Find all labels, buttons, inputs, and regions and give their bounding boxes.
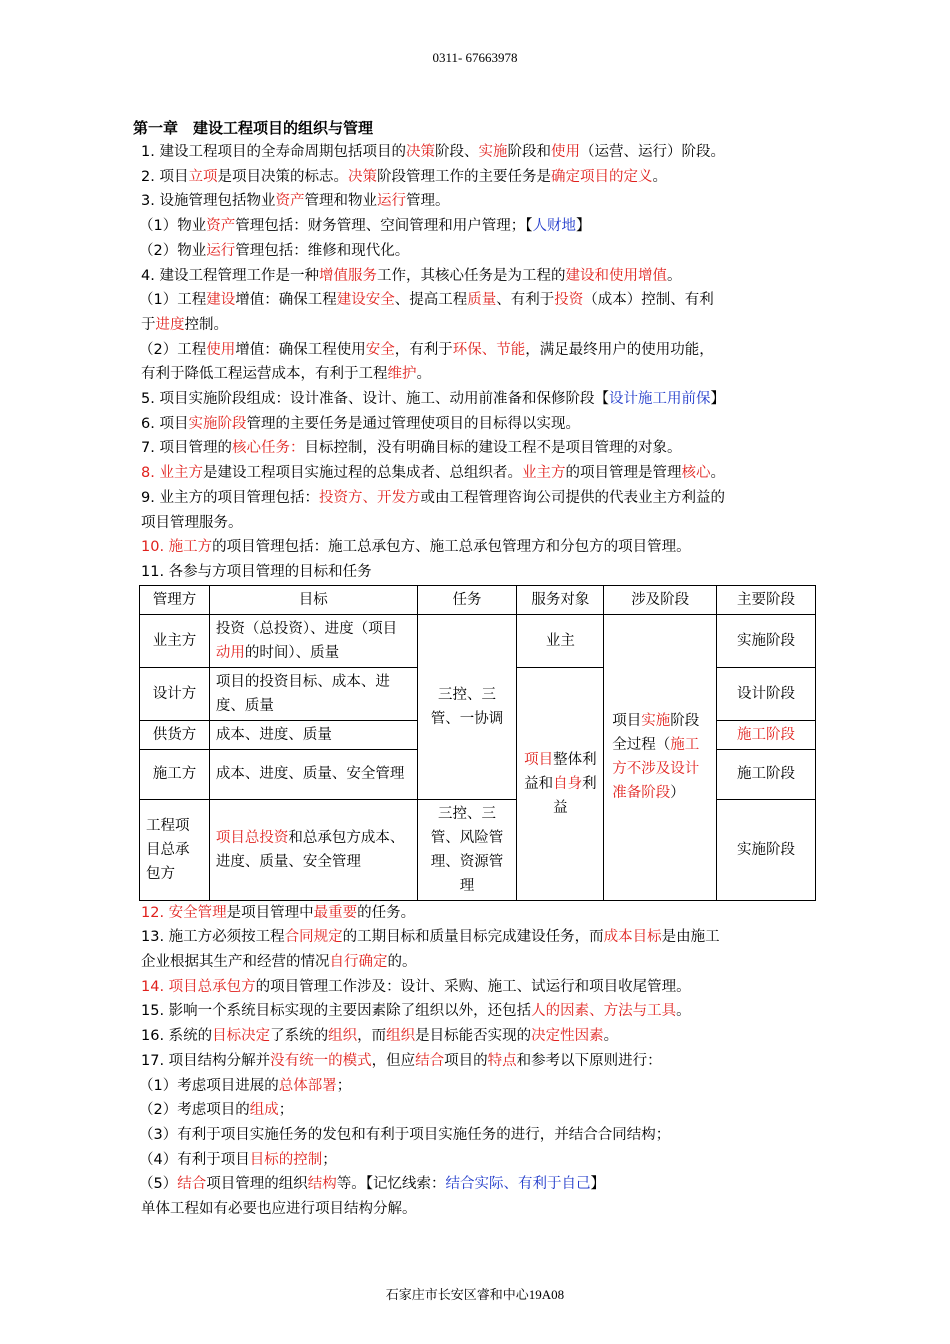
main-stage-cell: 施工阶段 <box>717 749 816 799</box>
participants-table <box>139 585 816 901</box>
item-4-1-cont: 于进度控制。 <box>141 316 228 333</box>
item-9-cont: 项目管理服务。 <box>141 514 243 531</box>
party-cell: 业主方 <box>140 614 210 667</box>
item-5: 5. 项目实施阶段组成：设计准备、设计、施工、动用前准备和保修阶段【设计施工用前保】 <box>141 391 725 408</box>
table-header-row <box>140 585 816 614</box>
main-stage-cell: 施工阶段 <box>717 720 816 749</box>
item-3-1: （1）物业资产管理包括：财务管理、空间管理和用户管理；【人财地】 <box>139 218 591 235</box>
service-cell: 业主 <box>517 614 604 667</box>
item-7: 7. 项目管理的核心任务：目标控制，没有明确目标的建设工程不是项目管理的对象。 <box>141 440 682 457</box>
item-3: 3. 设施管理包括物业资产管理和物业运行管理。 <box>141 193 450 210</box>
item-1: 1. 建设工程项目的全寿命周期包括项目的决策阶段、实施阶段和使用（运营、运行）阶段。 <box>141 144 725 160</box>
document-body <box>133 116 823 1222</box>
item-16: 16. 系统的目标决定了系统的组织，而组织是目标能否实现的决定性因素。 <box>141 1028 619 1045</box>
table-row <box>140 614 816 667</box>
table-header-cell: 任务 <box>417 585 517 614</box>
item-12: 12. 安全管理是项目管理中最重要的任务。 <box>141 904 416 921</box>
table-header-cell: 主要阶段 <box>717 585 816 614</box>
task-cell: 三控、三管、风险管理、资源管理 <box>417 799 517 900</box>
goal-cell: 投资（总投资）、进度（项目动用的时间）、质量 <box>209 614 417 667</box>
closing-note: 单体工程如有必要也应进行项目结构分解。 <box>141 1201 417 1218</box>
item-17-4: （4）有利于项目目标的控制； <box>139 1151 337 1168</box>
item-8: 8. 业主方是建设工程项目实施过程的总集成者、总组织者。业主方的项目管理是管理核心。 <box>141 465 725 482</box>
item-3-2: （2）物业运行管理包括：维修和现代化。 <box>139 242 410 259</box>
item-4-2-cont: 有利于降低工程运营成本，有利于工程维护。 <box>141 366 431 383</box>
item-17-2: （2）考虑项目的组成； <box>139 1102 294 1119</box>
item-17-5: （5）结合项目管理的组织结构等。【记忆线索：结合实际、有利于自己】 <box>139 1176 605 1193</box>
goal-cell: 项目总投资和总承包方成本、进度、质量、安全管理 <box>209 799 417 900</box>
main-stage-cell: 设计阶段 <box>717 667 816 720</box>
item-13: 13. 施工方必须按工程合同规定的工期目标和质量目标完成建设任务，而成本目标是由施工 <box>141 929 720 946</box>
main-stage-cell: 实施阶段 <box>717 614 816 667</box>
goal-cell: 项目的投资目标、成本、进度、质量 <box>209 667 417 720</box>
goal-cell: 成本、进度、质量、安全管理 <box>209 749 417 799</box>
table-header-cell: 管理方 <box>140 585 210 614</box>
item-2: 2. 项目立项是项目决策的标志。决策阶段管理工作的主要任务是确定项目的定义。 <box>141 168 667 185</box>
item-13-cont: 企业根据其生产和经营的情况自行确定的。 <box>141 954 417 971</box>
main-stage-cell: 实施阶段 <box>717 799 816 900</box>
item-17-1: （1）考虑项目进展的总体部署； <box>139 1077 352 1094</box>
item-4: 4. 建设工程管理工作是一种增值服务工作，其核心任务是为工程的建设和使用增值。 <box>141 267 682 284</box>
table-header-cell: 目标 <box>209 585 417 614</box>
goal-cell: 成本、进度、质量 <box>209 720 417 749</box>
item-9: 9. 业主方的项目管理包括：投资方、开发方或由工程管理咨询公司提供的代表业主方利益的 <box>141 489 725 506</box>
footer-address: 石家庄市长安区睿和中心19A08 <box>385 1287 565 1302</box>
table-header-cell: 服务对象 <box>517 585 604 614</box>
item-6: 6. 项目实施阶段管理的主要任务是通过管理使项目的目标得以实现。 <box>141 415 580 432</box>
item-10: 10. 施工方的项目管理包括：施工总承包方、施工总承包管理方和分包方的项目管理。 <box>141 539 691 556</box>
header-phone: 0311- 67663978 <box>432 50 518 65</box>
item-11: 11. 各参与方项目管理的目标和任务 <box>141 563 372 580</box>
item-17-3: （3）有利于项目实施任务的发包和有利于项目实施任务的进行，并结合合同结构； <box>139 1126 671 1143</box>
item-4-1: （1）工程建设增值：确保工程建设安全、提高工程质量、有利于投资（成本）控制、有利 <box>139 292 714 309</box>
party-cell: 施工方 <box>140 749 210 799</box>
party-cell: 设计方 <box>140 667 210 720</box>
party-cell: 供货方 <box>140 720 210 749</box>
item-14: 14. 项目总承包方的项目管理工作涉及：设计、采购、施工、试运行和项目收尾管理。 <box>141 978 691 995</box>
stage-cell-shared: 项目实施阶段全过程（施工方不涉及设计准备阶段） <box>604 614 717 900</box>
party-cell: 工程项目总承包方 <box>140 799 210 900</box>
table-header-cell: 涉及阶段 <box>604 585 717 614</box>
item-15: 15. 影响一个系统目标实现的主要因素除了组织以外，还包括人的因素、方法与工具。 <box>141 1003 691 1020</box>
item-4-2: （2）工程使用增值：确保工程使用安全，有利于环保、节能，满足最终用户的使用功能， <box>139 341 714 358</box>
item-17: 17. 项目结构分解并没有统一的模式，但应结合项目的特点和参考以下原则进行： <box>141 1052 662 1069</box>
chapter-title: 第一章 建设工程项目的组织与管理 <box>133 119 374 137</box>
task-cell-shared: 三控、三管、一协调 <box>417 614 517 799</box>
service-cell-shared: 项目整体利益和自身利益 <box>517 667 604 900</box>
